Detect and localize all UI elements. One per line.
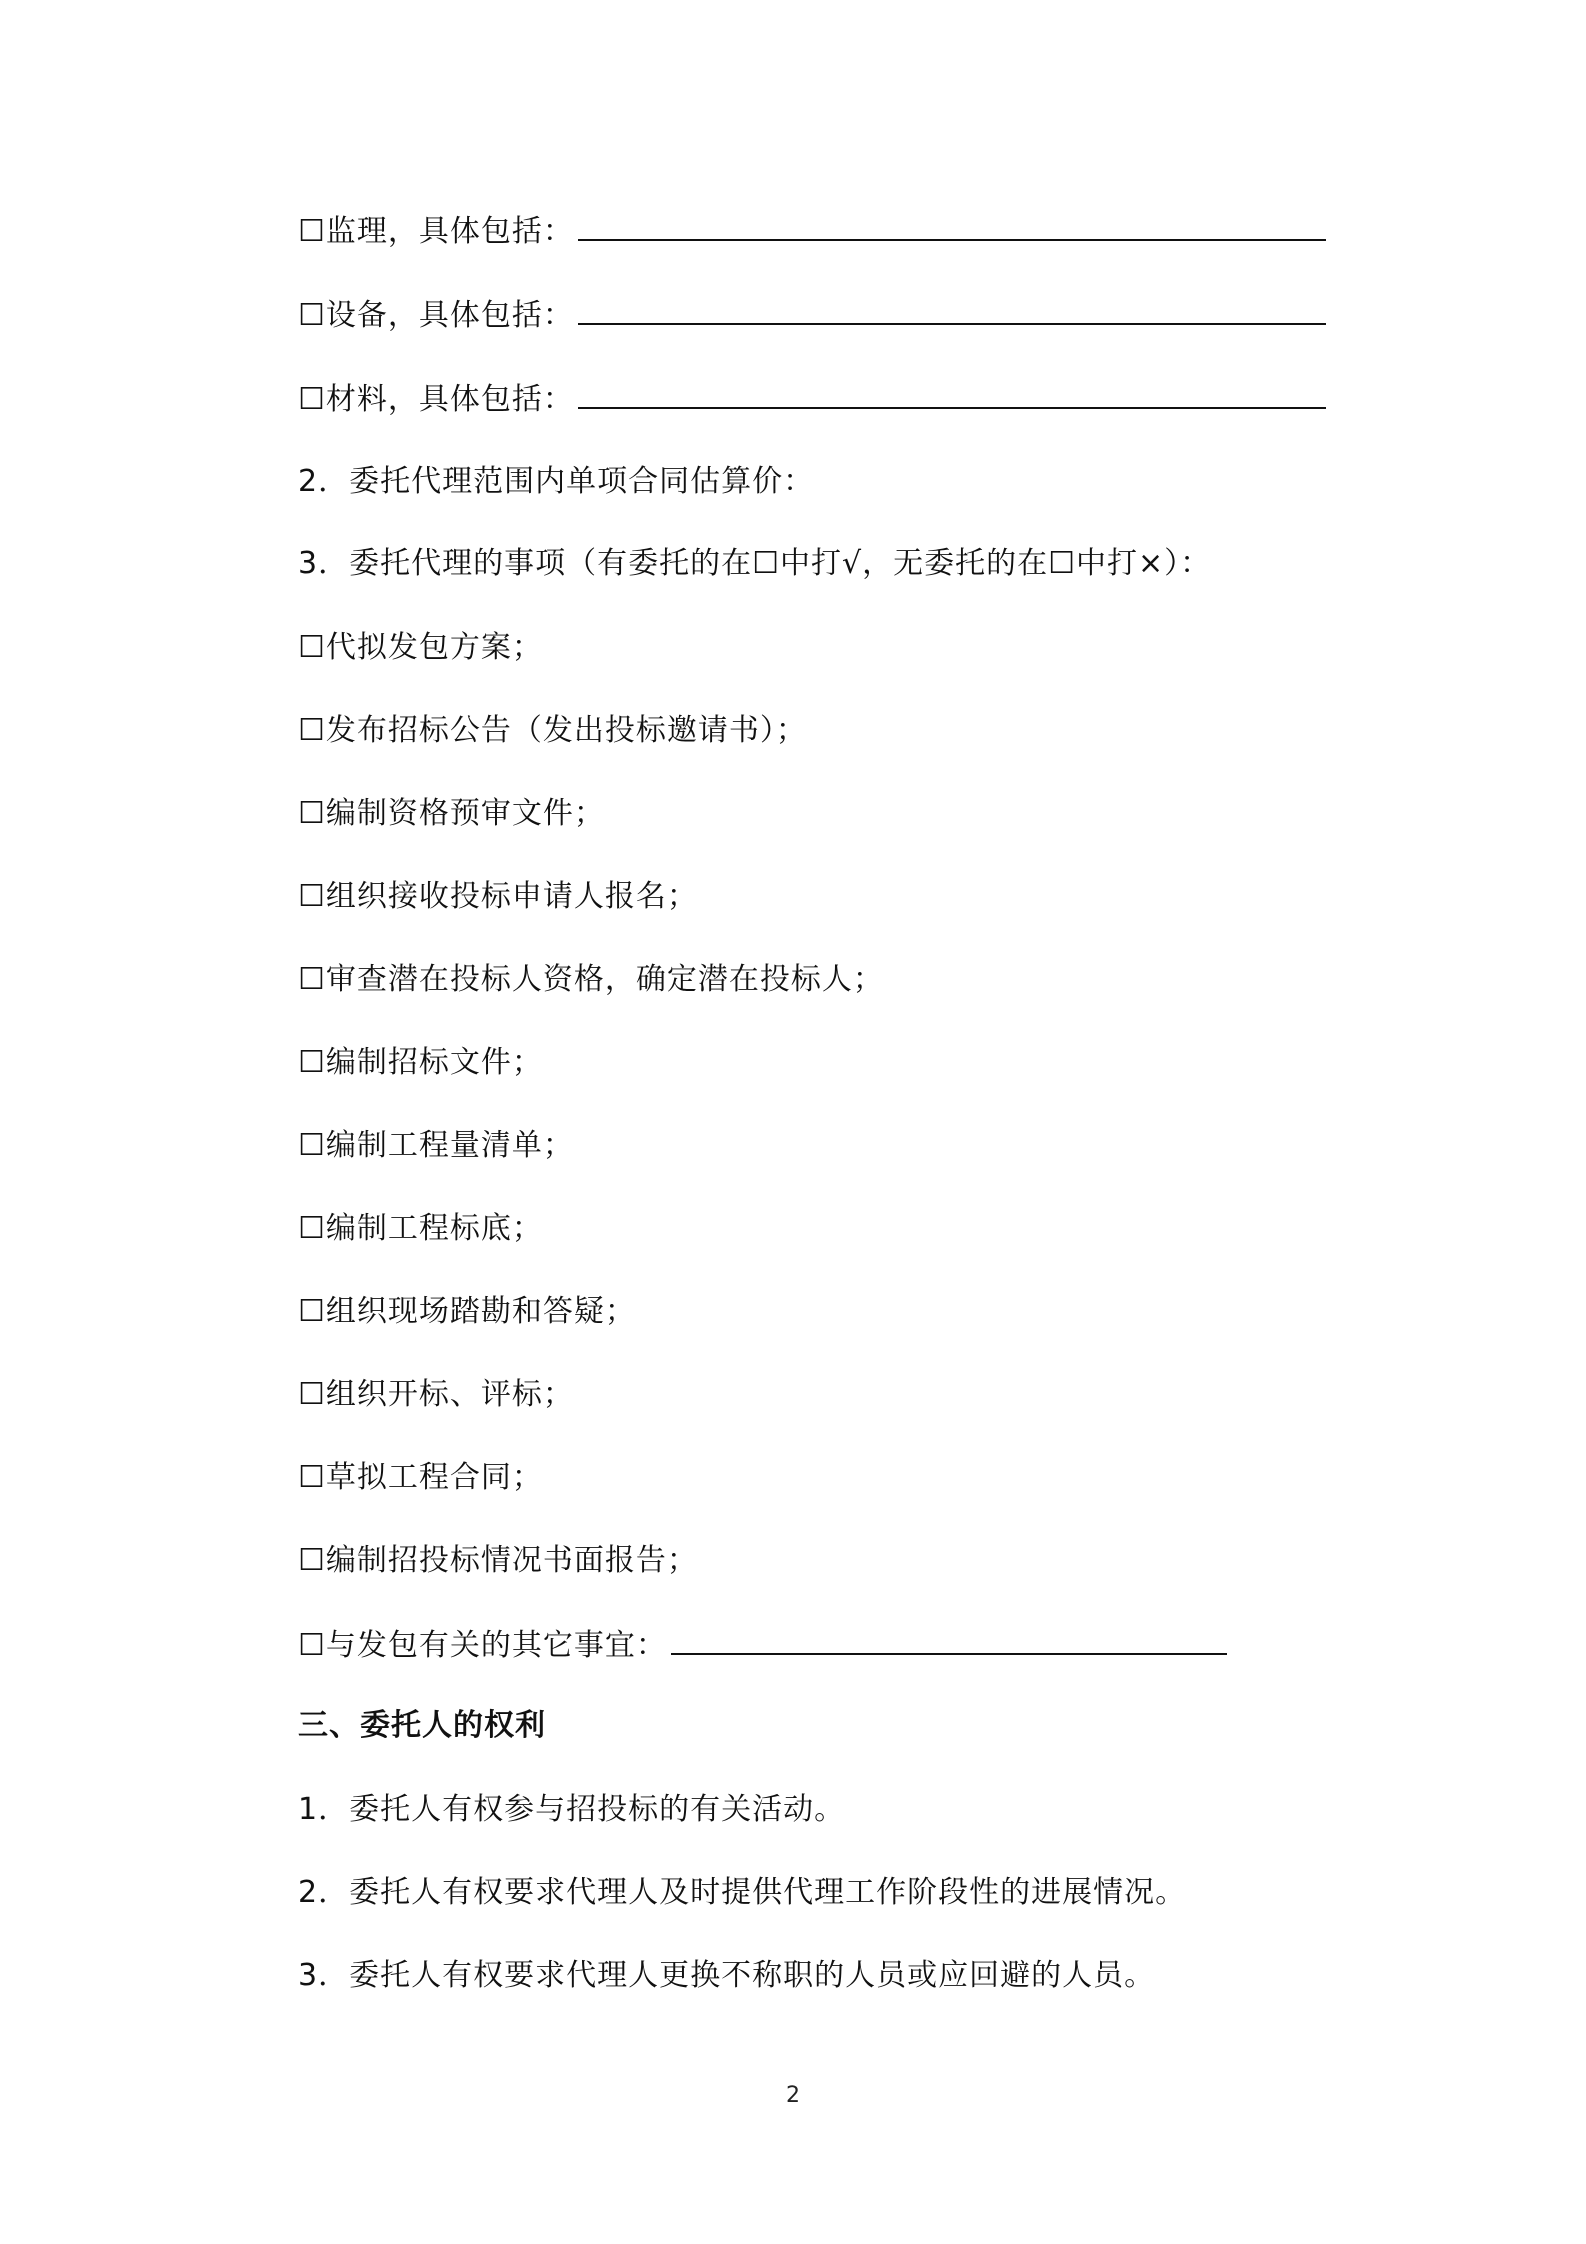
matter-item[interactable]	[298, 1126, 574, 1166]
rights-item	[298, 1956, 1155, 1996]
matter-item[interactable]	[298, 1375, 574, 1415]
estimate-label: 2．委托代理范围内单项合同估算价：	[298, 464, 815, 499]
matter-item[interactable]	[298, 1458, 543, 1498]
scope-materials-line	[298, 380, 1326, 420]
matter-other-blank[interactable]	[671, 1629, 1227, 1655]
matters-intro-text: 3．委托代理的事项（有委托的在☐中打√，无委托的在☐中打×）：	[298, 546, 1212, 581]
matter-item-text: ☐审查潜在投标人资格，确定潜在投标人；	[298, 962, 884, 997]
scope-equipment-label: ☐设备，具体包括：	[298, 298, 574, 333]
scope-supervision-line	[298, 212, 1326, 252]
matter-item[interactable]	[298, 960, 884, 1000]
matter-other-label: ☐与发包有关的其它事宜：	[298, 1628, 667, 1663]
matter-other-line[interactable]	[298, 1626, 1227, 1666]
matter-item[interactable]	[298, 711, 807, 751]
estimate-line	[298, 462, 814, 502]
matter-item-text: ☐编制工程标底；	[298, 1211, 543, 1246]
rights-heading-text: 三、委托人的权利	[298, 1708, 546, 1743]
matter-item-text: ☐编制工程量清单；	[298, 1128, 574, 1163]
rights-heading	[298, 1706, 546, 1746]
matter-item[interactable]	[298, 877, 698, 917]
matter-item-text: ☐发布招标公告（发出投标邀请书）；	[298, 713, 807, 748]
matter-item-text: ☐组织接收投标申请人报名；	[298, 879, 698, 914]
scope-supervision-label: ☐监理，具体包括：	[298, 214, 574, 249]
scope-supervision-blank[interactable]	[578, 215, 1326, 241]
scope-materials-label: ☐材料，具体包括：	[298, 382, 574, 417]
rights-item-text: 2．委托人有权要求代理人及时提供代理工作阶段性的进展情况。	[298, 1875, 1187, 1910]
matter-item[interactable]	[298, 1209, 543, 1249]
rights-item	[298, 1873, 1186, 1913]
rights-item-text: 3．委托人有权要求代理人更换不称职的人员或应回避的人员。	[298, 1958, 1156, 1993]
matter-item[interactable]	[298, 628, 543, 668]
page-number: 2	[786, 2083, 800, 2108]
matter-item-text: ☐代拟发包方案；	[298, 630, 543, 665]
matter-item[interactable]	[298, 1043, 543, 1083]
matter-item-text: ☐编制资格预审文件；	[298, 796, 605, 831]
matter-item[interactable]	[298, 1292, 636, 1332]
matter-item-text: ☐组织现场踏勘和答疑；	[298, 1294, 636, 1329]
matter-item-text: ☐编制招投标情况书面报告；	[298, 1543, 698, 1578]
rights-item-text: 1．委托人有权参与招投标的有关活动。	[298, 1792, 846, 1827]
rights-item	[298, 1790, 845, 1830]
matter-item[interactable]	[298, 794, 605, 834]
scope-equipment-line	[298, 296, 1326, 336]
matter-item-text: ☐草拟工程合同；	[298, 1460, 543, 1495]
matter-item-text: ☐组织开标、评标；	[298, 1377, 574, 1412]
matters-intro	[298, 544, 1211, 584]
scope-materials-blank[interactable]	[578, 383, 1326, 409]
scope-equipment-blank[interactable]	[578, 299, 1326, 325]
matter-item-text: ☐编制招标文件；	[298, 1045, 543, 1080]
matter-item[interactable]	[298, 1541, 698, 1581]
